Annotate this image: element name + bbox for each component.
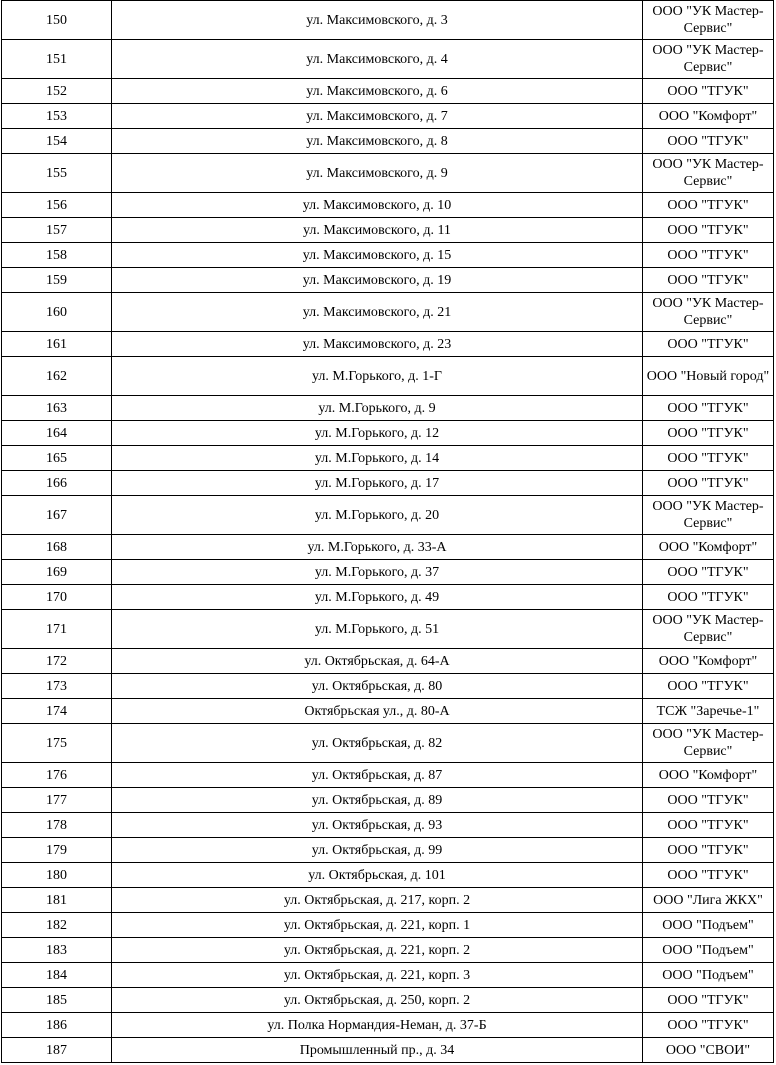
management-company-cell: ООО "ТГУК"	[643, 332, 774, 357]
address-cell: ул. Октябрьская, д. 250, корп. 2	[112, 988, 643, 1013]
management-company-cell: ООО "Подъем"	[643, 913, 774, 938]
row-number-cell: 155	[2, 154, 112, 193]
management-company-cell: ООО "Подъем"	[643, 963, 774, 988]
row-number-cell: 165	[2, 446, 112, 471]
address-cell: ул. Октябрьская, д. 82	[112, 724, 643, 763]
table-row	[2, 154, 774, 193]
management-company-cell: ТСЖ "Заречье-1"	[643, 699, 774, 724]
management-company-cell: ООО "Комфорт"	[643, 763, 774, 788]
row-number-cell: 164	[2, 421, 112, 446]
address-cell: ул. Максимовского, д. 4	[112, 40, 643, 79]
management-company-cell: ООО "УК Мастер-Сервис"	[643, 293, 774, 332]
table-row	[2, 838, 774, 863]
row-number-cell: 154	[2, 129, 112, 154]
table-row	[2, 888, 774, 913]
table-row	[2, 496, 774, 535]
housing-table	[1, 0, 774, 1063]
address-cell: ул. М.Горького, д. 12	[112, 421, 643, 446]
row-number-cell: 152	[2, 79, 112, 104]
address-cell: ул. Максимовского, д. 9	[112, 154, 643, 193]
table-row	[2, 535, 774, 560]
address-cell: ул. Максимовского, д. 21	[112, 293, 643, 332]
table-row	[2, 268, 774, 293]
management-company-cell: ООО "ТГУК"	[643, 988, 774, 1013]
management-company-cell: ООО "Подъем"	[643, 938, 774, 963]
management-company-cell: ООО "УК Мастер-Сервис"	[643, 496, 774, 535]
table-row	[2, 293, 774, 332]
table-row	[2, 193, 774, 218]
row-number-cell: 160	[2, 293, 112, 332]
address-cell: ул. М.Горького, д. 49	[112, 585, 643, 610]
management-company-cell: ООО "ТГУК"	[643, 788, 774, 813]
table-row	[2, 357, 774, 396]
address-cell: ул. Октябрьская, д. 221, корп. 2	[112, 938, 643, 963]
row-number-cell: 173	[2, 674, 112, 699]
address-cell: ул. Максимовского, д. 23	[112, 332, 643, 357]
address-cell: ул. Максимовского, д. 10	[112, 193, 643, 218]
row-number-cell: 184	[2, 963, 112, 988]
row-number-cell: 151	[2, 40, 112, 79]
address-cell: ул. Максимовского, д. 8	[112, 129, 643, 154]
management-company-cell: ООО "ТГУК"	[643, 674, 774, 699]
management-company-cell: ООО "СВОИ"	[643, 1038, 774, 1063]
management-company-cell: ООО "ТГУК"	[643, 838, 774, 863]
address-cell: ул. Октябрьская, д. 93	[112, 813, 643, 838]
row-number-cell: 170	[2, 585, 112, 610]
management-company-cell: ООО "Лига ЖКХ"	[643, 888, 774, 913]
row-number-cell: 180	[2, 863, 112, 888]
management-company-cell: ООО "ТГУК"	[643, 243, 774, 268]
row-number-cell: 162	[2, 357, 112, 396]
address-cell: ул. М.Горького, д. 17	[112, 471, 643, 496]
row-number-cell: 153	[2, 104, 112, 129]
row-number-cell: 172	[2, 649, 112, 674]
management-company-cell: ООО "Новый город"	[643, 357, 774, 396]
row-number-cell: 150	[2, 1, 112, 40]
row-number-cell: 181	[2, 888, 112, 913]
table-row	[2, 332, 774, 357]
table-row	[2, 863, 774, 888]
row-number-cell: 161	[2, 332, 112, 357]
management-company-cell: ООО "ТГУК"	[643, 560, 774, 585]
row-number-cell: 178	[2, 813, 112, 838]
management-company-cell: ООО "УК Мастер-Сервис"	[643, 154, 774, 193]
table-row	[2, 129, 774, 154]
management-company-cell: ООО "Комфорт"	[643, 535, 774, 560]
address-cell: ул. Максимовского, д. 6	[112, 79, 643, 104]
address-cell: ул. Октябрьская, д. 87	[112, 763, 643, 788]
row-number-cell: 158	[2, 243, 112, 268]
table-row	[2, 988, 774, 1013]
management-company-cell: ООО "ТГУК"	[643, 1013, 774, 1038]
row-number-cell: 183	[2, 938, 112, 963]
row-number-cell: 159	[2, 268, 112, 293]
management-company-cell: ООО "ТГУК"	[643, 193, 774, 218]
row-number-cell: 185	[2, 988, 112, 1013]
management-company-cell: ООО "ТГУК"	[643, 129, 774, 154]
management-company-cell: ООО "УК Мастер-Сервис"	[643, 1, 774, 40]
row-number-cell: 169	[2, 560, 112, 585]
table-row	[2, 763, 774, 788]
table-row	[2, 649, 774, 674]
table-row	[2, 674, 774, 699]
table-row	[2, 104, 774, 129]
address-cell: ул. Максимовского, д. 7	[112, 104, 643, 129]
row-number-cell: 156	[2, 193, 112, 218]
address-cell: ул. Октябрьская, д. 99	[112, 838, 643, 863]
row-number-cell: 182	[2, 913, 112, 938]
table-row	[2, 913, 774, 938]
row-number-cell: 186	[2, 1013, 112, 1038]
address-cell: ул. Максимовского, д. 15	[112, 243, 643, 268]
address-cell: ул. Октябрьская, д. 221, корп. 3	[112, 963, 643, 988]
address-cell: ул. Октябрьская, д. 221, корп. 1	[112, 913, 643, 938]
table-row	[2, 471, 774, 496]
management-company-cell: ООО "Комфорт"	[643, 649, 774, 674]
table-row	[2, 788, 774, 813]
row-number-cell: 174	[2, 699, 112, 724]
address-cell: ул. Октябрьская, д. 64-А	[112, 649, 643, 674]
address-cell: ул. М.Горького, д. 1-Г	[112, 357, 643, 396]
management-company-cell: ООО "ТГУК"	[643, 863, 774, 888]
address-cell: ул. Максимовского, д. 11	[112, 218, 643, 243]
table-body	[2, 1, 774, 1063]
table-row	[2, 724, 774, 763]
management-company-cell: ООО "ТГУК"	[643, 396, 774, 421]
address-cell: ул. Октябрьская, д. 101	[112, 863, 643, 888]
address-cell: ул. Максимовского, д. 19	[112, 268, 643, 293]
address-cell: ул. Полка Нормандия-Неман, д. 37-Б	[112, 1013, 643, 1038]
address-cell: ул. Октябрьская, д. 217, корп. 2	[112, 888, 643, 913]
table-row	[2, 585, 774, 610]
management-company-cell: ООО "УК Мастер-Сервис"	[643, 724, 774, 763]
row-number-cell: 177	[2, 788, 112, 813]
management-company-cell: ООО "ТГУК"	[643, 79, 774, 104]
management-company-cell: ООО "УК Мастер-Сервис"	[643, 610, 774, 649]
table-row	[2, 963, 774, 988]
row-number-cell: 168	[2, 535, 112, 560]
row-number-cell: 157	[2, 218, 112, 243]
row-number-cell: 163	[2, 396, 112, 421]
management-company-cell: ООО "ТГУК"	[643, 268, 774, 293]
address-cell: ул. М.Горького, д. 33-А	[112, 535, 643, 560]
management-company-cell: ООО "УК Мастер-Сервис"	[643, 40, 774, 79]
management-company-cell: ООО "ТГУК"	[643, 446, 774, 471]
table-row	[2, 446, 774, 471]
address-cell: ул. М.Горького, д. 9	[112, 396, 643, 421]
address-cell: ул. Максимовского, д. 3	[112, 1, 643, 40]
address-cell: ул. М.Горького, д. 14	[112, 446, 643, 471]
table-row	[2, 938, 774, 963]
row-number-cell: 166	[2, 471, 112, 496]
table-row	[2, 396, 774, 421]
table-row	[2, 421, 774, 446]
table-row	[2, 79, 774, 104]
row-number-cell: 171	[2, 610, 112, 649]
address-cell: ул. М.Горького, д. 51	[112, 610, 643, 649]
management-company-cell: ООО "ТГУК"	[643, 471, 774, 496]
table-row	[2, 699, 774, 724]
table-row	[2, 218, 774, 243]
management-company-cell: ООО "ТГУК"	[643, 585, 774, 610]
management-company-cell: ООО "ТГУК"	[643, 421, 774, 446]
address-cell: ул. М.Горького, д. 20	[112, 496, 643, 535]
table-row	[2, 1013, 774, 1038]
row-number-cell: 187	[2, 1038, 112, 1063]
table-row	[2, 1, 774, 40]
row-number-cell: 175	[2, 724, 112, 763]
table-row	[2, 813, 774, 838]
management-company-cell: ООО "ТГУК"	[643, 218, 774, 243]
table-row	[2, 610, 774, 649]
row-number-cell: 167	[2, 496, 112, 535]
table-row	[2, 243, 774, 268]
address-cell: Промышленный пр., д. 34	[112, 1038, 643, 1063]
management-company-cell: ООО "ТГУК"	[643, 813, 774, 838]
table-row	[2, 40, 774, 79]
address-cell: ул. Октябрьская, д. 80	[112, 674, 643, 699]
management-company-cell: ООО "Комфорт"	[643, 104, 774, 129]
table-row	[2, 1038, 774, 1063]
address-cell: ул. Октябрьская, д. 89	[112, 788, 643, 813]
address-cell: Октябрьская ул., д. 80-А	[112, 699, 643, 724]
table-row	[2, 560, 774, 585]
address-cell: ул. М.Горького, д. 37	[112, 560, 643, 585]
row-number-cell: 179	[2, 838, 112, 863]
row-number-cell: 176	[2, 763, 112, 788]
